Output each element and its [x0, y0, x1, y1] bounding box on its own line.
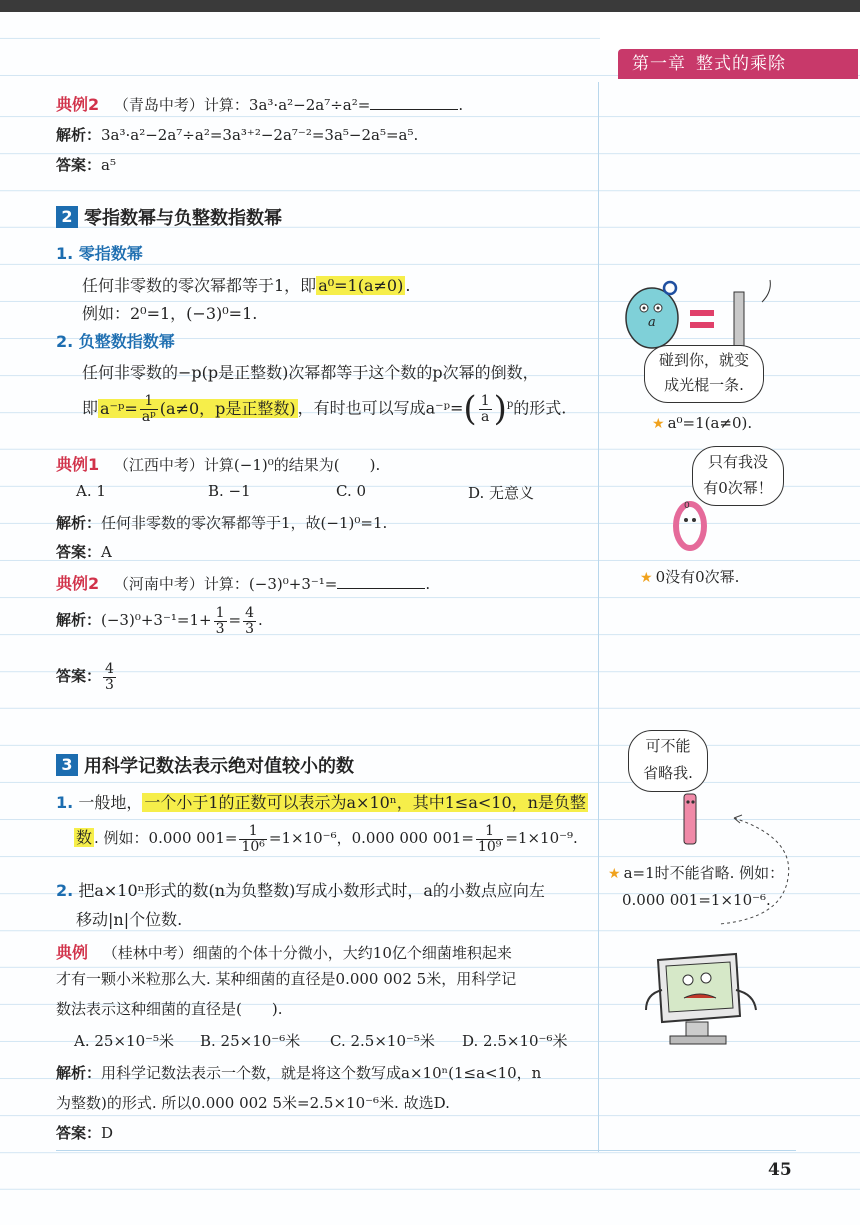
frac-den: aᵖ — [141, 408, 156, 425]
option-b: B. −1 — [208, 482, 251, 500]
formula-exponent: p — [506, 399, 514, 411]
analysis-text: 用科学记数法表示一个数，就是将这个数写成a×10ⁿ(1≤a<10，n — [101, 1064, 542, 1082]
section3-analysis — [56, 1062, 541, 1083]
frac-den: a — [480, 408, 490, 425]
answer-text: a⁵ — [101, 156, 116, 174]
highlighted-rule-end: 数 — [76, 828, 93, 848]
formula-prefix: 即 — [82, 398, 99, 418]
example-label: 典例2 — [56, 574, 100, 593]
bubble-line: 可不能 — [645, 737, 691, 755]
option-c: C. 0 — [336, 482, 367, 500]
analysis-eq: = — [228, 611, 242, 630]
analysis-text: 任何非零数的零次幂都等于1，故(−1)⁰=1. — [101, 514, 388, 532]
example1-analysis — [56, 512, 387, 533]
analysis-end: . — [258, 611, 263, 630]
section-number: 3 — [56, 754, 78, 776]
analysis-label: 解析： — [56, 1064, 102, 1082]
chapter-tab — [618, 49, 858, 79]
rule-text: 任何非零数的零次幂都等于1，即 — [82, 276, 317, 295]
stick-character — [734, 292, 744, 348]
header-blank — [600, 12, 860, 50]
zero-exponent-example: 例如：2⁰=1，(−3)⁰=1. — [82, 304, 258, 323]
zero-exponent-title: 1. 零指数幂 — [56, 244, 143, 263]
star-icon: ★ — [652, 416, 665, 432]
answer-blank — [370, 95, 458, 110]
section-number: 2 — [56, 206, 78, 228]
answer-label: 答案： — [56, 156, 102, 174]
side-note-1 — [652, 414, 752, 432]
example-text: =1×10⁻⁶，0.000 000 001= — [268, 829, 474, 848]
negative-exponent-title: 2. 负整数指数幂 — [56, 332, 175, 351]
example-text: =1×10⁻⁹. — [505, 829, 578, 848]
example2-answer-s2 — [56, 662, 118, 692]
example1-answer — [56, 541, 112, 562]
point-label: 2. — [56, 881, 74, 900]
answer-label: 答案： — [56, 543, 102, 561]
bubble-line: 成光棍一条. — [664, 376, 744, 394]
star-icon: ★ — [608, 866, 621, 882]
section3-example-line3: 数法表示这种细菌的直径是( ). — [56, 1000, 283, 1018]
sci-notation-example — [74, 824, 578, 854]
answer-text: D — [101, 1124, 114, 1142]
answer-label: 答案： — [56, 667, 102, 686]
example2-analysis — [56, 124, 418, 145]
example-text: （桂林中考）细菌的个体十分微小，大约10亿个细菌堆积起来 — [102, 944, 512, 962]
sci-notation-rule1 — [56, 790, 588, 813]
frac-den: 3 — [215, 620, 225, 637]
option-a: A. 1 — [76, 482, 106, 500]
example-question: （河南中考）计算：(−3)⁰+3⁻¹= — [113, 575, 338, 593]
page-number: 45 — [768, 1160, 792, 1180]
bottom-rule — [56, 1150, 796, 1151]
star-icon: ★ — [640, 570, 653, 586]
answer-label: 答案： — [56, 1124, 102, 1142]
side-note-3 — [608, 862, 784, 883]
bubble-line: 只有我没 — [707, 453, 768, 471]
rule-text: 一般地， — [78, 793, 143, 812]
highlighted-rule: 一个小于1的正数可以表示为a×10ⁿ，其中1≤a<10，n是负整 — [144, 793, 586, 812]
a-character-illustration — [612, 272, 782, 352]
highlighted-formula: a⁰=1(a≠0) — [318, 276, 404, 295]
margin-divider — [598, 82, 599, 1152]
example-label: 典例 — [56, 943, 89, 962]
frac-den: 10⁶ — [241, 838, 265, 855]
example-question: （江西中考）计算(−1)⁰的结果为( ). — [113, 456, 381, 474]
option-d: D. 2.5×10⁻⁶米 — [462, 1032, 568, 1050]
chapter-number: 第一章 — [632, 54, 686, 74]
bubble-line: 碰到你，就变 — [658, 351, 749, 369]
example2-top — [56, 92, 463, 115]
answer-text: A — [101, 543, 112, 561]
example-label: 典例1 — [56, 455, 100, 474]
point-label: 1. — [56, 793, 74, 812]
example-question: （青岛中考）计算：3a³·a²−2a⁷÷a²= — [113, 96, 371, 114]
bubble-line: 省略我. — [643, 764, 693, 782]
note-text: 0没有0次幂. — [655, 568, 740, 586]
sci-notation-rule2 — [56, 878, 545, 901]
example2-analysis-s2 — [56, 606, 263, 636]
frac-den: 10⁹ — [477, 838, 502, 855]
frac-den: 3 — [105, 676, 114, 693]
negative-exponent-rule: 任何非零数的−p(p是正整数)次幂都等于这个数的p次幂的倒数， — [82, 363, 539, 382]
analysis-label: 解析： — [56, 514, 102, 532]
example-label: 典例2 — [56, 95, 100, 114]
answer-blank — [337, 574, 425, 589]
analysis-text: 3a³·a²−2a⁷÷a²=3a³⁺²−2a⁷⁻²=3a⁵−2a⁵=a⁵. — [101, 126, 419, 144]
frac-num: 4 — [245, 605, 254, 621]
note-text: a=1时不能省略. 例如： — [623, 864, 785, 882]
speech-bubble-2 — [692, 446, 784, 506]
side-note-2 — [640, 566, 739, 587]
speech-bubble-3 — [628, 730, 708, 792]
frac-num: 1 — [476, 824, 503, 840]
section-title: 用科学记数法表示绝对值较小的数 — [84, 756, 354, 777]
section-title: 零指数幂与负整数指数幂 — [84, 208, 282, 229]
zero-character-illustration — [662, 498, 722, 558]
section2-heading — [56, 204, 282, 230]
example2-answer — [56, 154, 116, 175]
chapter-title: 整式的乘除 — [696, 54, 786, 74]
section2-example1 — [56, 452, 380, 475]
section3-example — [56, 940, 512, 963]
section2-example2 — [56, 571, 430, 594]
option-d: D. 无意义 — [468, 484, 535, 502]
option-a: A. 25×10⁻⁵米 — [74, 1032, 175, 1050]
zero-character-label: 0 — [684, 501, 690, 511]
option-c: C. 2.5×10⁻⁵米 — [330, 1032, 435, 1050]
analysis-label: 解析： — [56, 126, 102, 144]
rule-end: . — [405, 276, 411, 295]
rule-text: 把a×10ⁿ形式的数(n为负整数)写成小数形式时，a的小数点应向左 — [78, 881, 545, 900]
a-character-label: a — [648, 315, 656, 330]
analysis-label: 解析： — [56, 611, 102, 630]
top-edge — [0, 0, 860, 12]
formula-alt: ，有时也可以写成a⁻ᵖ= — [297, 398, 464, 418]
bubble-line: 有0次幂！ — [703, 479, 773, 497]
side-note-3-line2: 0.000 001=1×10⁻⁶. — [622, 891, 771, 909]
monitor-character-illustration — [640, 950, 770, 1058]
section3-heading — [56, 752, 354, 778]
zero-exponent-rule — [82, 273, 410, 296]
section3-answer — [56, 1122, 113, 1143]
frac-num: 1 — [239, 824, 266, 840]
frac-num: 4 — [105, 661, 114, 677]
option-b: B. 25×10⁻⁶米 — [200, 1032, 301, 1050]
zero-character-body — [676, 504, 704, 548]
frac-num: 1 — [140, 394, 158, 410]
frac-num: 1 — [480, 392, 490, 409]
question-end: . — [425, 575, 431, 593]
frac-den: 3 — [245, 620, 254, 637]
section3-analysis-line2: 为整数)的形式. 所以0.000 002 5米=2.5×10⁻⁶米. 故选D. — [56, 1094, 450, 1112]
analysis-text: (−3)⁰+3⁻¹=1+ — [101, 611, 212, 630]
speech-bubble-1 — [644, 345, 764, 403]
section3-example-line2: 才有一颗小米粒那么大. 某种细菌的直径是0.000 002 5米，用科学记 — [56, 970, 517, 988]
formula-lhs: a⁻ᵖ= — [100, 398, 138, 418]
example-text: . 例如：0.000 001= — [94, 829, 238, 848]
note-text: a⁰=1(a≠0). — [667, 414, 753, 432]
negative-exponent-formula: 即 a⁻ᵖ= $\frac{1}{\text{aᵖ}}$ (a≠0，p是正整数) ，有时也可以写成a⁻ᵖ=( $\frac{1}{a}$ )$^p$的形式. — [82, 389, 567, 429]
formula-end: 的形式. — [513, 398, 567, 418]
question-end: . — [458, 96, 464, 114]
frac-num: 1 — [215, 605, 225, 621]
sci-notation-rule2-cont: 移动|n|个位数. — [76, 910, 183, 929]
formula-condition: (a≠0，p是正整数) — [159, 398, 296, 418]
